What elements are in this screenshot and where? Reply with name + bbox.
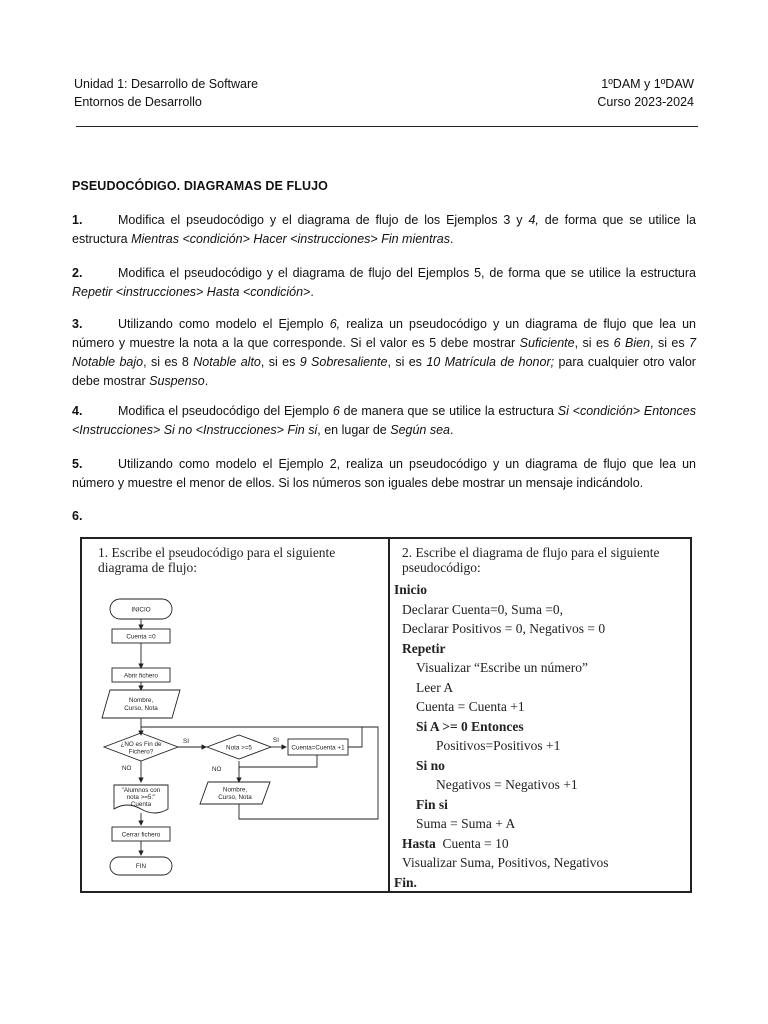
pseudocode-line: Si A >= 0 Entonces [416, 718, 524, 734]
unit-label: Unidad 1: Desarrollo de Software [74, 77, 259, 91]
pseudocode-line: Repetir [402, 640, 446, 656]
eof-no-label: NO [122, 765, 132, 772]
read-label-1: Nombre, [128, 697, 154, 704]
cuenta-init-label: Cuenta =0 [126, 633, 156, 641]
right-column-heading: 2. Escribe el diagrama de flujo para el siguiente pseudocódigo: [402, 545, 660, 575]
message-label-2: nota >=5:" [126, 794, 156, 801]
pseudocode-line: Positivos=Positivos +1 [436, 738, 561, 753]
open-file-label: Abrir fichero [124, 672, 158, 680]
start-label: INICIO [131, 606, 151, 614]
increment-label: Cuenta=Cuenta +1 [291, 744, 345, 752]
close-file-label: Cerrar fichero [121, 831, 161, 839]
pseudocode-line: Fin si [416, 796, 448, 812]
message-label-3: Cuenta [130, 801, 152, 808]
exercise-6-figure [80, 537, 692, 893]
output-label-1: Nombre, [222, 786, 248, 794]
exercise-number: 1. [72, 213, 83, 227]
pseudocode-line: Visualizar Suma, Positivos, Negativos [402, 855, 609, 870]
flowchart [82, 539, 388, 891]
header-left [74, 75, 258, 111]
exercise-number: 3. [72, 317, 83, 331]
header-divider [76, 126, 698, 127]
pseudocode-line: Suma = Suma + A [416, 816, 516, 831]
pseudocode-line: Visualizar “Escribe un número” [416, 660, 588, 675]
pseudocode-line: Negativos = Negativos +1 [436, 777, 578, 792]
pseudocode-line: Inicio [394, 582, 428, 597]
pseudocode-line: Hasta Cuenta = 10 [402, 835, 509, 851]
pseudocode-listing [394, 580, 686, 892]
exercise-1: 1. Modifica el pseudocódigo y el diagrama de flujo de los Ejemplos 3 y 4, de forma que se utilice la estructura Mientras <condición> Hacer <instrucciones> Fin mientras. [72, 213, 696, 246]
pseudocode-line: Si no [416, 757, 445, 773]
exercise-2: 2. Modifica el pseudocódigo y el diagrama de flujo del Ejemplos 5, de forma que se utilice la estructura Repetir <instrucciones> Hasta <condición>. [72, 266, 696, 299]
input-read-record [102, 690, 180, 718]
course-groups: 1ºDAM y 1ºDAW [601, 77, 694, 91]
left-column-heading: 1. Escribe el pseudocódigo para el siguiente diagrama de flujo: [98, 545, 336, 575]
exercise-5: 5. Utilizando como modelo el Ejemplo 2, realiza un pseudocódigo y un diagrama de flujo que lea un número y muestre el menor de ellos. Si los números son iguales debe mostrar un mensaje indicándolo. [72, 457, 696, 490]
figure-divider [388, 539, 390, 891]
pseudocode-line: Declarar Cuenta=0, Suma =0, [402, 601, 564, 617]
document-title: PSEUDOCÓDIGO. DIAGRAMAS DE FLUJO [72, 179, 328, 193]
grade-label: Nota >=5 [226, 744, 252, 752]
eof-label-1: ¿NO es Fin de [120, 741, 162, 748]
pseudocode-line: Leer A [416, 679, 454, 695]
output-label-2: Curso, Nota [218, 794, 252, 801]
loop-back-line [239, 727, 378, 819]
grade-yes-label: SI [273, 737, 279, 744]
header-right [597, 75, 694, 111]
pseudocode-line: Fin. [394, 874, 417, 890]
course-year: Curso 2023-2024 [597, 95, 694, 109]
exercise-4: 4. Modifica el pseudocódigo del Ejemplo 6 de manera que se utilice la estructura Si <condición> Entonces <Instrucciones> Si no <Instrucciones> Fin si, en lugar de Según sea. [72, 404, 697, 437]
exercise-3: 3. Utilizando como modelo el Ejemplo 6, realiza un pseudocódigo y un diagrama de flujo que lea un número y muestre la nota a la que corresponde. Si el valor es 5 debe mostrar Suficiente, si es 6 Bien, si es 7 Notable bajo, si es 8 Notable alto, si es 9 Sobresaliente, si es 10 Matrícula de honor; para cualquier otro valor debe mostrar Suspenso. [72, 317, 697, 388]
pseudocode-line: Declarar Positivos = 0, Negativos = 0 [402, 621, 606, 636]
end-label: FIN [135, 863, 147, 870]
grade-no-label: NO [212, 766, 222, 773]
message-label-1: "Alumnos con [121, 787, 161, 794]
exercise-number: 5. [72, 457, 83, 471]
eof-label-2: Fichero? [128, 748, 154, 756]
read-label-2: Curso, Nota [124, 705, 158, 712]
eof-yes-label: SI [183, 738, 189, 745]
subject-label: Entornos de Desarrollo [74, 95, 202, 109]
connector [239, 755, 317, 767]
exercise-number: 2. [72, 266, 83, 280]
exercise-number: 4. [72, 404, 83, 418]
exercise-6-number: 6. [72, 509, 83, 523]
pseudocode-line: Cuenta = Cuenta +1 [416, 699, 525, 714]
